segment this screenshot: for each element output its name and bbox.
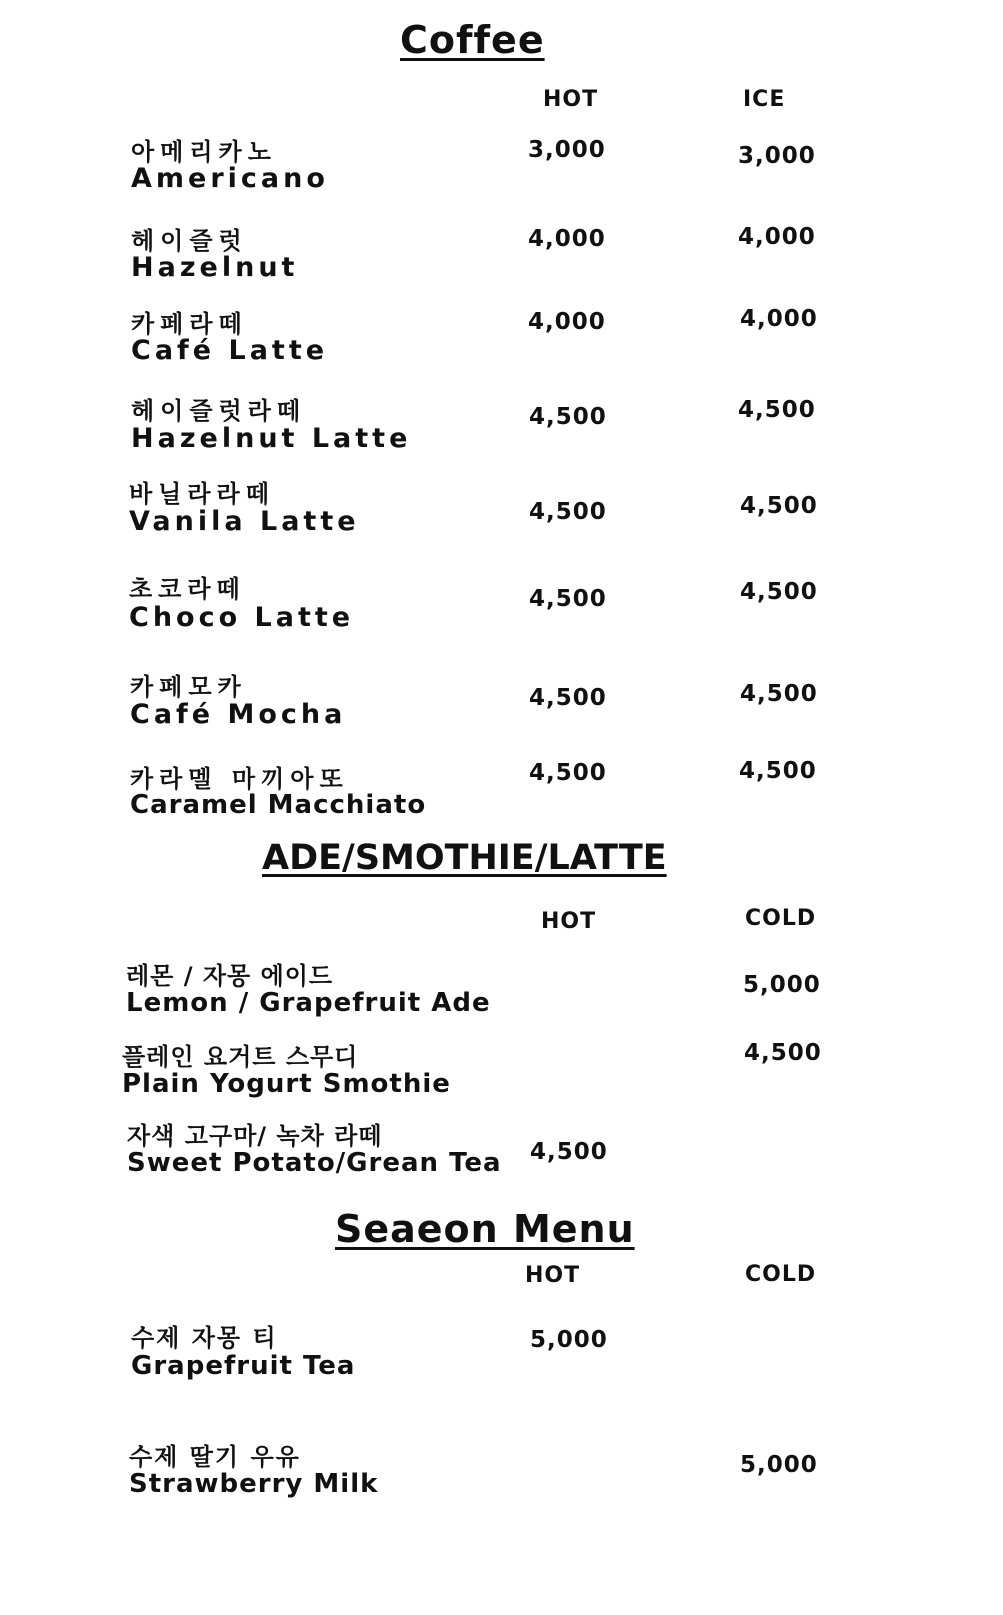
price-hot: 4,500 xyxy=(529,499,607,525)
price-cold: 4,500 xyxy=(744,1040,822,1066)
menu-item-kr: 카페모카 xyxy=(130,673,247,701)
menu-item-kr: 플레인 요거트 스무디 xyxy=(122,1043,359,1071)
menu-item-kr: 바닐라라떼 xyxy=(129,480,275,508)
menu-item-en: Americano xyxy=(131,163,329,194)
menu-item-en: Grapefruit Tea xyxy=(131,1351,356,1381)
menu-item-kr: 자색 고구마/ 녹차 라떼 xyxy=(127,1122,383,1150)
ade-col-cold: COLD xyxy=(745,906,817,931)
price-ice: 4,000 xyxy=(740,306,818,332)
menu-item-kr: 초코라떼 xyxy=(129,575,246,603)
season-col-hot: HOT xyxy=(525,1263,581,1288)
menu-item-kr: 카라멜 마끼아또 xyxy=(130,765,349,793)
menu-item-en: Hazelnut Latte xyxy=(131,423,412,454)
menu-item-kr: 헤이즐럿 xyxy=(131,227,248,255)
price-hot: 3,000 xyxy=(528,137,606,163)
menu-item-kr: 수제 딸기 우유 xyxy=(129,1443,301,1471)
price-ice: 4,500 xyxy=(740,579,818,605)
menu-item-kr: 아메리카노 xyxy=(131,138,277,166)
menu-item-en: Vanila Latte xyxy=(129,506,360,537)
menu-item-kr: 헤이즐럿라떼 xyxy=(131,397,307,425)
price-ice: 4,000 xyxy=(738,224,816,250)
price-hot: 5,000 xyxy=(530,1327,608,1353)
price-ice: 3,000 xyxy=(738,143,816,169)
price-hot: 4,500 xyxy=(529,685,607,711)
ade-col-hot: HOT xyxy=(541,909,597,934)
menu-item-en: Choco Latte xyxy=(129,602,355,633)
price-cold: 5,000 xyxy=(740,1452,818,1478)
price-hot: 4,500 xyxy=(530,1139,608,1165)
coffee-section-title: Coffee xyxy=(400,18,545,62)
price-ice: 4,500 xyxy=(739,758,817,784)
coffee-col-ice: ICE xyxy=(743,87,786,112)
menu-item-en: Caramel Macchiato xyxy=(130,790,427,820)
menu-item-en: Café Latte xyxy=(131,335,329,366)
price-hot: 4,500 xyxy=(529,760,607,786)
menu-item-en: Hazelnut xyxy=(131,252,299,283)
menu-item-en: Sweet Potato/Grean Tea xyxy=(127,1148,502,1178)
price-hot: 4,000 xyxy=(528,309,606,335)
ade-section-title: ADE/SMOTHIE/LATTE xyxy=(262,838,667,878)
price-hot: 4,500 xyxy=(529,404,607,430)
price-ice: 4,500 xyxy=(740,681,818,707)
menu-item-en: Café Mocha xyxy=(130,699,347,730)
coffee-col-hot: HOT xyxy=(543,87,599,112)
price-ice: 4,500 xyxy=(740,493,818,519)
menu-item-kr: 수제 자몽 티 xyxy=(131,1324,278,1352)
menu-item-en: Strawberry Milk xyxy=(129,1469,379,1499)
price-hot: 4,500 xyxy=(529,586,607,612)
price-cold: 5,000 xyxy=(743,972,821,998)
season-col-cold: COLD xyxy=(745,1262,817,1287)
menu-item-kr: 카페라떼 xyxy=(131,310,248,338)
price-hot: 4,000 xyxy=(528,226,606,252)
season-section-title: Seaeon Menu xyxy=(335,1207,635,1251)
menu-item-en: Plain Yogurt Smothie xyxy=(122,1069,451,1099)
price-ice: 4,500 xyxy=(738,397,816,423)
menu-item-en: Lemon / Grapefruit Ade xyxy=(126,988,491,1018)
menu-item-kr: 레몬 / 자몽 에이드 xyxy=(126,962,334,990)
